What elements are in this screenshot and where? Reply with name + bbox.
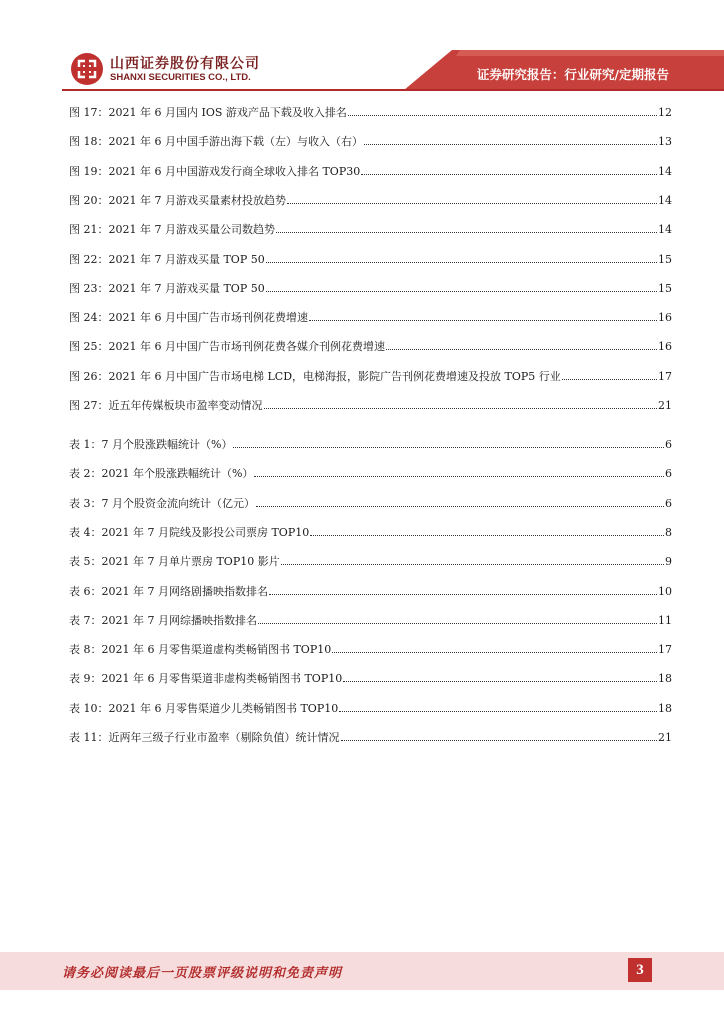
toc-entry[interactable] — [69, 612, 672, 628]
toc-entry-title: 图 24：2021 年 6 月中国广告市场刊例花费增速 — [69, 311, 308, 325]
toc-entry-title: 表 5：2021 年 7 月单片票房 TOP10 影片 — [69, 555, 280, 569]
toc-entry-title: 表 11：近两年三级子行业市盈率（剔除负值）统计情况 — [69, 731, 340, 744]
toc-entry[interactable] — [69, 700, 672, 716]
toc-entry-page: 16 — [658, 340, 672, 354]
toc-dot-leader — [233, 446, 664, 448]
shanxi-securities-logo-icon — [70, 52, 104, 86]
toc-entry[interactable] — [69, 729, 672, 745]
toc-entry-page: 6 — [665, 438, 672, 451]
toc-entry-title: 图 23：2021 年 7 月游戏买量 TOP 50 — [69, 281, 265, 295]
toc-entry[interactable] — [69, 133, 672, 149]
toc-dot-leader — [258, 622, 657, 624]
toc-dot-leader — [309, 319, 657, 321]
toc-entry-page: 10 — [658, 584, 672, 598]
toc-dot-leader — [386, 348, 657, 350]
toc-entry-page: 8 — [665, 525, 672, 539]
toc-entry-page: 15 — [658, 281, 672, 295]
toc-entry-title: 表 9：2021 年 6 月零售渠道非虚构类畅销图书 TOP10 — [69, 672, 343, 686]
toc-entry-page: 6 — [665, 496, 672, 510]
toc-dot-leader — [348, 114, 657, 116]
toc-entry-title: 图 19：2021 年 6 月中国游戏发行商全球收入排名 TOP30 — [69, 164, 361, 178]
toc-entry-page: 6 — [665, 467, 672, 481]
toc-entry-page: 14 — [658, 193, 672, 207]
header-divider — [62, 89, 724, 91]
toc-entry-title: 表 8：2021 年 6 月零售渠道虚构类畅销图书 TOP10 — [69, 643, 332, 657]
toc-entry[interactable] — [69, 397, 672, 413]
toc-entry[interactable] — [69, 251, 672, 267]
toc-entry-page: 14 — [658, 164, 672, 178]
toc-entry[interactable] — [69, 670, 672, 686]
company-name-en: SHANXI SECURITIES CO., LTD. — [110, 72, 251, 83]
footer-disclaimer: 请务必阅读最后一页股票评级说明和免责声明 — [62, 966, 343, 981]
toc-dot-leader — [339, 710, 657, 712]
toc-entry-page: 16 — [658, 311, 672, 325]
toc-entry-title: 图 21：2021 年 7 月游戏买量公司数趋势 — [69, 223, 275, 237]
toc-entry[interactable] — [69, 280, 672, 296]
toc-entry-page: 18 — [658, 672, 672, 686]
toc-entry-page: 18 — [658, 701, 672, 715]
toc-entry[interactable] — [69, 553, 672, 569]
page-number: 3 — [628, 958, 652, 982]
toc-dot-leader — [562, 378, 657, 380]
toc-entry-page: 14 — [658, 223, 672, 237]
toc-entry-title: 表 3：7 月个股资金流向统计（亿元） — [69, 496, 255, 510]
toc-dot-leader — [281, 563, 664, 565]
toc-entry-title: 图 20：2021 年 7 月游戏买量素材投放趋势 — [69, 193, 286, 207]
toc-entry-title: 图 26：2021 年 6 月中国广告市场电梯 LCD，电梯海报，影院广告刊例花费增速及投放 TOP5 行业 — [69, 369, 561, 383]
toc-entry-title: 表 4：2021 年 7 月院线及影投公司票房 TOP10 — [69, 525, 310, 539]
toc-entry[interactable] — [69, 641, 672, 657]
toc-entry[interactable] — [69, 368, 672, 384]
toc-dot-leader — [364, 143, 657, 145]
toc-entry-title: 图 27：近五年传媒板块市盈率变动情况 — [69, 399, 263, 412]
toc-entry[interactable] — [69, 309, 672, 325]
report-type-label: 证券研究报告：行业研究/定期报告 — [476, 67, 669, 82]
toc-entry[interactable] — [69, 104, 672, 120]
toc-entry-title: 表 2：2021 年个股涨跌幅统计（%） — [69, 467, 254, 481]
toc-entry[interactable] — [69, 221, 672, 237]
toc-entry-page: 15 — [658, 252, 672, 266]
toc-entry-title: 图 17：2021 年 6 月国内 IOS 游戏产品下载及收入排名 — [69, 106, 347, 119]
toc-dot-leader — [361, 173, 657, 175]
toc-dot-leader — [254, 475, 664, 477]
page-header — [0, 0, 724, 92]
toc-dot-leader — [332, 651, 657, 653]
toc-entry-title: 表 6：2021 年 7 月网络剧播映指数排名 — [69, 584, 268, 598]
toc-dot-leader — [266, 290, 657, 292]
toc-entry-title: 表 7：2021 年 7 月网综播映指数排名 — [69, 613, 257, 627]
toc-entry[interactable] — [69, 338, 672, 354]
toc-entry-page: 13 — [658, 135, 672, 149]
toc-entry[interactable] — [69, 436, 672, 452]
toc-entry-page: 17 — [658, 369, 672, 383]
toc-dot-leader — [264, 407, 658, 409]
toc-entry[interactable] — [69, 465, 672, 481]
toc-entry-title: 图 18：2021 年 6 月中国手游出海下载（左）与收入（右） — [69, 135, 363, 149]
toc-entry-page: 21 — [658, 399, 672, 412]
toc-dot-leader — [343, 680, 657, 682]
toc-entry-page: 11 — [658, 613, 672, 627]
toc-entry[interactable] — [69, 163, 672, 179]
toc-dot-leader — [269, 593, 657, 595]
toc-dot-leader — [256, 505, 664, 507]
toc-dot-leader — [266, 261, 657, 263]
toc-entry-title: 图 25：2021 年 6 月中国广告市场刊例花费各媒介刊例花费增速 — [69, 340, 385, 354]
toc-dot-leader — [341, 739, 658, 741]
toc-dot-leader — [276, 231, 657, 233]
toc-entry-page: 21 — [658, 731, 672, 744]
toc-entry-page: 17 — [658, 643, 672, 657]
toc-entry-title: 表 10：2021 年 6 月零售渠道少儿类畅销图书 TOP10 — [69, 701, 339, 715]
toc-entry-page: 12 — [658, 106, 672, 119]
toc-dot-leader — [287, 202, 657, 204]
toc-entry[interactable] — [69, 495, 672, 511]
toc-dot-leader — [310, 534, 664, 536]
toc-entry-title: 图 22：2021 年 7 月游戏买量 TOP 50 — [69, 252, 265, 266]
toc-entry-page: 9 — [665, 555, 672, 569]
toc-entry-title: 表 1：7 月个股涨跌幅统计（%） — [69, 438, 233, 451]
toc-entry[interactable] — [69, 583, 672, 599]
toc-entry[interactable] — [69, 524, 672, 540]
company-name-cn: 山西证券股份有限公司 — [110, 56, 260, 72]
toc-entry[interactable] — [69, 192, 672, 208]
